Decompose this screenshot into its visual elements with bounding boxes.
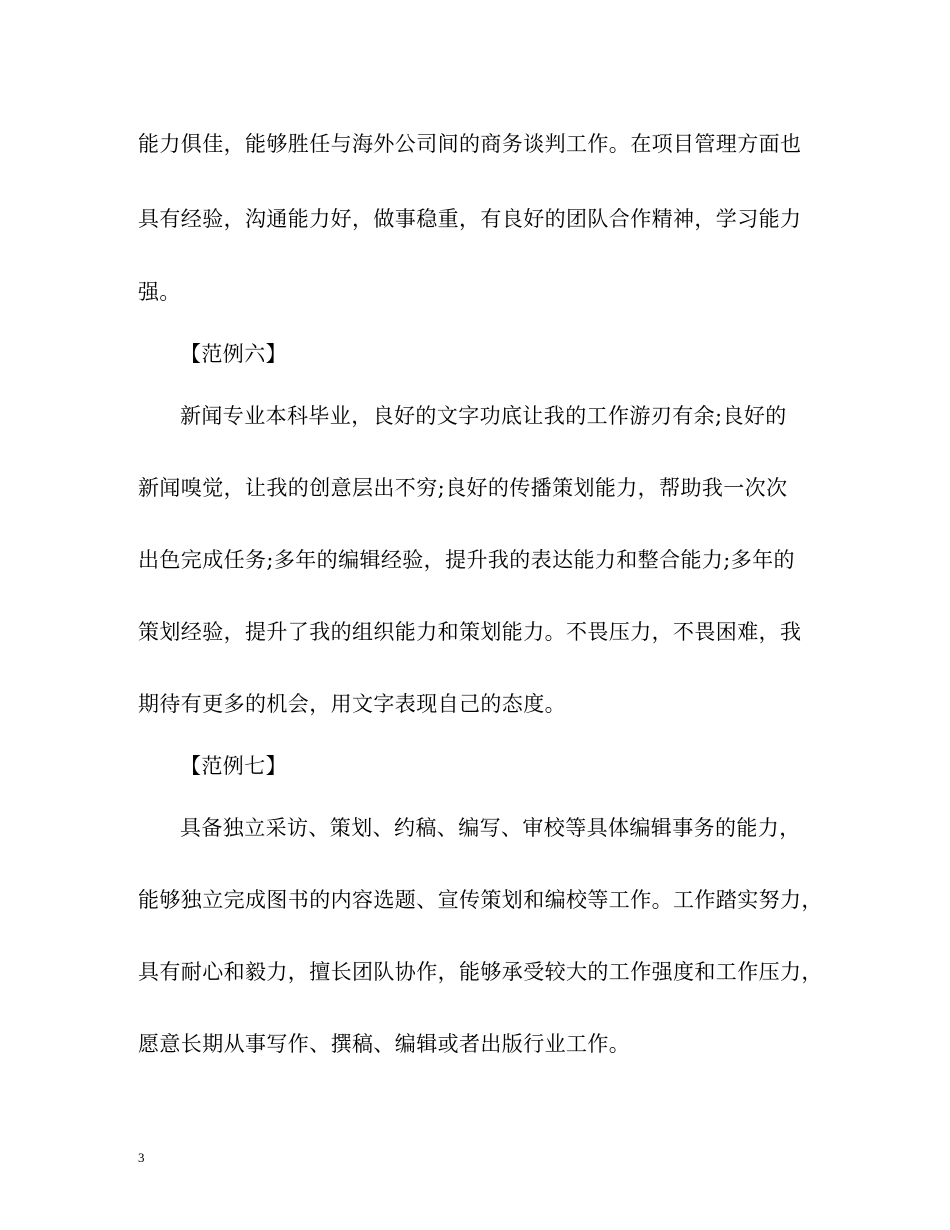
paragraph-line: 新闻嗅觉，让我的创意层出不穷;良好的传播策划能力，帮助我一次次 <box>138 476 788 500</box>
paragraph-line: 愿意长期从事写作、撰稿、编辑或者出版行业工作。 <box>138 1032 631 1056</box>
paragraph-line: 具有耐心和毅力，擅长团队协作，能够承受较大的工作强度和工作压力， <box>138 960 823 984</box>
paragraph-line: 期待有更多的机会，用文字表现自己的态度。 <box>138 692 566 716</box>
paragraph-line: 强。 <box>138 280 181 304</box>
paragraph-line: 具有经验，沟通能力好，做事稳重，有良好的团队合作精神，学习能力 <box>138 207 802 231</box>
paragraph-line: 能力俱佳，能够胜任与海外公司间的商务谈判工作。在项目管理方面也 <box>138 132 802 156</box>
page-number: 3 <box>138 1150 145 1165</box>
paragraph-line: 出色完成任务;多年的编辑经验，提升我的表达能力和整合能力;多年的 <box>138 548 795 572</box>
paragraph-line: 新闻专业本科毕业，良好的文字功底让我的工作游刃有余;良好的 <box>180 404 787 428</box>
paragraph-line: 策划经验，提升了我的组织能力和策划能力。不畏压力，不畏困难，我 <box>138 620 802 644</box>
section-heading-example-7: 【范例七】 <box>180 754 287 778</box>
paragraph-line: 能够独立完成图书的内容选题、宣传策划和编校等工作。工作踏实努力， <box>138 888 823 912</box>
paragraph-line: 具备独立采访、策划、约稿、编写、审校等具体编辑事务的能力， <box>180 816 801 840</box>
section-heading-example-6: 【范例六】 <box>180 342 287 366</box>
